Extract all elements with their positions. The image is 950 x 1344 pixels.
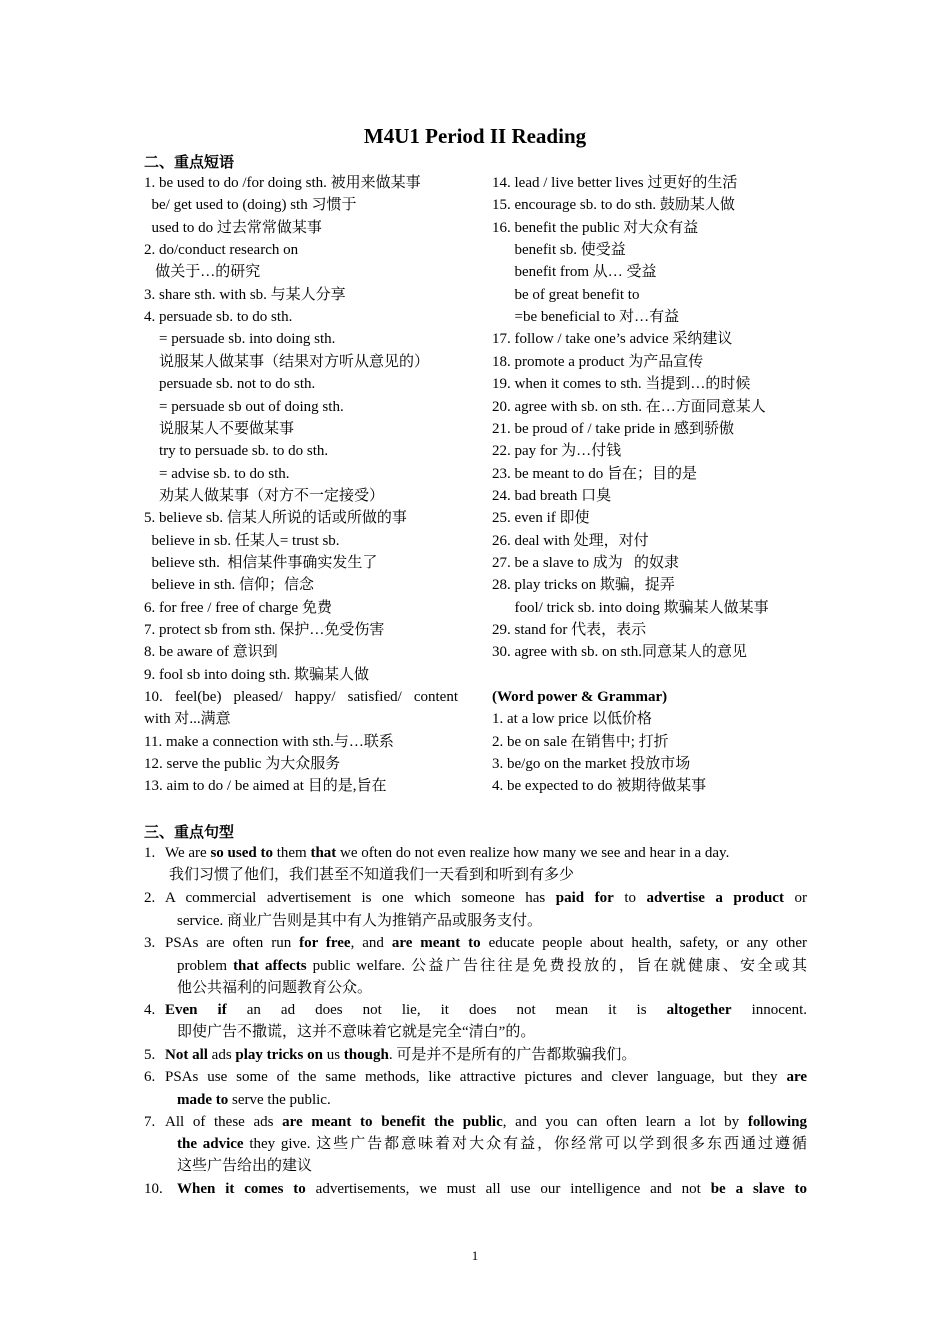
sentence-number: 1.	[144, 845, 156, 861]
sentence-text: an ad does not lie, it does not mean it is	[226, 1002, 667, 1018]
phrase-line: = advise sb. to do sth.	[144, 466, 290, 482]
phrase-line: 21. be proud of / take pride in 感到骄傲	[492, 421, 735, 437]
phrase-line: be of great benefit to	[492, 287, 640, 303]
sentence-number: 6.	[144, 1069, 156, 1085]
sentence-line	[165, 932, 807, 954]
sentence-number: 5.	[144, 1047, 156, 1063]
phrase-line: fool/ trick sb. into doing 欺骗某人做某事	[492, 600, 769, 616]
phrase-line: 1. be used to do /for doing sth. 被用来做某事	[144, 175, 421, 191]
sentence-text: We are	[165, 845, 211, 861]
sentence-line	[165, 1111, 807, 1133]
sentence-line	[177, 1133, 807, 1155]
sentence-text: educate people about health, safety, or any other	[480, 935, 807, 951]
phrase-line: 20. agree with sb. on sth. 在…方面同意某人	[492, 399, 766, 415]
phrase-line: benefit sb. 使受益	[492, 242, 626, 258]
sentence-text: service. 商业广告则是其中有人为推销产品或服务支付。	[177, 913, 542, 929]
sentence-text: innocent.	[731, 1002, 808, 1018]
sentence-text: to	[613, 890, 647, 906]
phrase-line: 26. deal with 处理，对付	[492, 533, 649, 549]
phrase-line: 29. stand for 代表，表示	[492, 622, 647, 638]
sentence-text: problem	[177, 958, 234, 974]
phrase-line: 23. be meant to do 旨在；目的是	[492, 466, 697, 482]
sentence-text: or	[783, 890, 807, 906]
phrase-line: 11. make a connection with sth.与…联系	[144, 734, 394, 750]
key-phrase: be a slave to	[710, 1181, 807, 1197]
key-phrase: are meant to	[391, 935, 481, 951]
phrase-line: try to persuade sb. to do sth.	[144, 443, 329, 459]
phrase-line: (Word power & Grammar)	[492, 689, 668, 705]
key-phrase: so used to	[210, 845, 273, 861]
phrase-line: = persuade sb. into doing sth.	[144, 331, 336, 347]
phrase-line: 27. be a slave to 成为 的奴隶	[492, 555, 680, 571]
sentence-text: 他公共福利的问题教育公众。	[177, 980, 373, 996]
phrase-line: 4. be expected to do 被期待做某事	[492, 778, 707, 794]
sentence-text: PSAs use some of the same methods, like attractive pictures and clever language, but they	[165, 1069, 787, 1085]
phrase-line: 15. encourage sb. to do sth. 鼓励某人做	[492, 197, 735, 213]
phrase-line: = persuade sb out of doing sth.	[144, 399, 344, 415]
phrase-line: benefit from 从… 受益	[492, 264, 657, 280]
sentence-text: ads	[207, 1047, 236, 1063]
section-heading-phrases: 二、重点短语	[144, 153, 235, 171]
phrase-line: 24. bad breath 口臭	[492, 488, 612, 504]
phrase-line: 8. be aware of 意识到	[144, 644, 278, 660]
key-phrase: though	[343, 1047, 389, 1063]
phrase-line: 说服某人不要做某事	[144, 421, 295, 437]
phrase-line: 6. for free / free of charge 免费	[144, 600, 332, 616]
key-phrase: for free	[299, 935, 351, 951]
sentence-text: advertisements, we must all use our intelligence and not	[305, 1181, 711, 1197]
key-phrase: that affects	[233, 958, 307, 974]
phrase-line: 做关于…的研究	[144, 264, 261, 280]
phrase-line: 3. share sth. with sb. 与某人分享	[144, 287, 346, 303]
phrase-line: 9. fool sb into doing sth. 欺骗某人做	[144, 667, 370, 683]
phrase-line: believe in sth. 信仰；信念	[144, 577, 314, 593]
sentence-line	[177, 1089, 331, 1111]
key-phrase: the advice	[177, 1136, 244, 1152]
phrase-line: 19. when it comes to sth. 当提到…的时候	[492, 376, 751, 392]
sentence-text: them	[272, 845, 311, 861]
sentence-text: 这些广告给出的建议	[177, 1158, 313, 1174]
phrase-line: 4. persuade sb. to do sth.	[144, 309, 293, 325]
phrase-line: 28. play tricks on 欺骗，捉弄	[492, 577, 675, 593]
key-phrase: altogether	[666, 1002, 732, 1018]
sentence-number: 4.	[144, 1002, 156, 1018]
phrase-line: 10. feel(be) pleased/ happy/ satisfied/ content	[144, 689, 458, 705]
sentence-text: All of these ads	[165, 1114, 283, 1130]
phrase-line: 22. pay for 为…付钱	[492, 443, 622, 459]
key-phrase: are	[786, 1069, 807, 1085]
sentence-line	[177, 977, 372, 999]
phrase-line: 25. even if 即使	[492, 510, 590, 526]
phrase-line: 劝某人做某事（对方不一定接受）	[144, 488, 385, 504]
page-title: M4U1 Period II Reading	[363, 124, 587, 148]
phrase-line: =be beneficial to 对…有益	[492, 309, 680, 325]
sentence-text: A commercial advertisement is one which someone has	[165, 890, 556, 906]
key-phrase: advertise a product	[646, 890, 784, 906]
phrase-line: 7. protect sb from sth. 保护…免受伤害	[144, 622, 385, 638]
phrase-line: believe in sb. 任某人= trust sb.	[144, 533, 340, 549]
sentence-line	[165, 887, 807, 909]
phrase-line: believe sth. 相信某件事确实发生了	[144, 555, 378, 571]
sentence-line	[177, 910, 542, 932]
key-phrase: When it comes to	[177, 1181, 306, 1197]
key-phrase: made to	[177, 1092, 229, 1108]
sentence-text: they give. 这些广告都意味着对大众有益，你经常可以学到很多东西通过遵循	[243, 1136, 808, 1152]
phrase-line: 13. aim to do / be aimed at 目的是,旨在	[144, 778, 387, 794]
sentence-text: 我们习惯了他们，我们甚至不知道我们一天看到和听到有多少	[169, 867, 575, 883]
phrase-line: persuade sb. not to do sth.	[144, 376, 316, 392]
sentence-line	[177, 1021, 535, 1043]
sentence-line	[169, 864, 574, 886]
key-phrase: following	[747, 1114, 808, 1130]
sentence-line	[177, 955, 807, 977]
sentence-line	[165, 842, 729, 864]
sentence-text: us	[322, 1047, 344, 1063]
phrase-line: 3. be/go on the market 投放市场	[492, 756, 691, 772]
sentence-text: public welfare. 公益广告往往是免费投放的，旨在就健康、安全或其	[306, 958, 807, 974]
phrase-line: with 对...满意	[144, 711, 231, 727]
phrase-line: 16. benefit the public 对大众有益	[492, 220, 699, 236]
sentence-number: 7.	[144, 1114, 156, 1130]
sentence-text: 即使广告不撒谎，这并不意味着它就是完全“清白”的。	[177, 1024, 536, 1040]
phrase-line: 30. agree with sb. on sth.同意某人的意见	[492, 644, 747, 660]
phrase-line: 18. promote a product 为产品宣传	[492, 354, 704, 370]
key-phrase: that	[310, 845, 337, 861]
sentence-line	[177, 1178, 807, 1200]
phrase-line: be/ get used to (doing) sth 习惯于	[144, 197, 357, 213]
phrase-line: 5. believe sb. 信某人所说的话或所做的事	[144, 510, 407, 526]
key-phrase: Not all	[165, 1047, 208, 1063]
section-heading-sentences: 三、重点句型	[144, 823, 235, 841]
phrase-line: 2. do/conduct research on	[144, 242, 299, 258]
sentence-text: PSAs are often run	[165, 935, 300, 951]
key-phrase: are meant to benefit the public	[282, 1114, 503, 1130]
sentence-text: serve the public.	[228, 1092, 331, 1108]
sentence-line	[165, 1044, 636, 1066]
sentence-text: , and	[350, 935, 392, 951]
phrase-line: 17. follow / take one’s advice 采纳建议	[492, 331, 733, 347]
sentence-text: , and you can often learn a lot by	[502, 1114, 748, 1130]
phrase-line: 12. serve the public 为大众服务	[144, 756, 341, 772]
phrase-line: used to do 过去常常做某事	[144, 220, 322, 236]
phrase-line: 1. at a low price 以低价格	[492, 711, 652, 727]
sentence-number: 2.	[144, 890, 156, 906]
key-phrase: play tricks on	[235, 1047, 323, 1063]
page-number: 1	[471, 1248, 479, 1263]
sentence-text: we often do not even realize how many we see and hear in a day.	[336, 845, 730, 861]
sentence-line	[165, 1066, 807, 1088]
phrase-line: 说服某人做某事（结果对方听从意见的）	[144, 354, 430, 370]
sentence-text: . 可是并不是所有的广告都欺骗我们。	[388, 1047, 637, 1063]
sentence-number: 3.	[144, 935, 156, 951]
sentence-line	[177, 1155, 312, 1177]
phrase-line: 2. be on sale 在销售中; 打折	[492, 734, 669, 750]
key-phrase: Even if	[165, 1002, 227, 1018]
key-phrase: paid for	[555, 890, 614, 906]
phrase-line: 14. lead / live better lives 过更好的生活	[492, 175, 738, 191]
sentence-line	[165, 999, 807, 1021]
sentence-number: 10.	[144, 1181, 163, 1197]
